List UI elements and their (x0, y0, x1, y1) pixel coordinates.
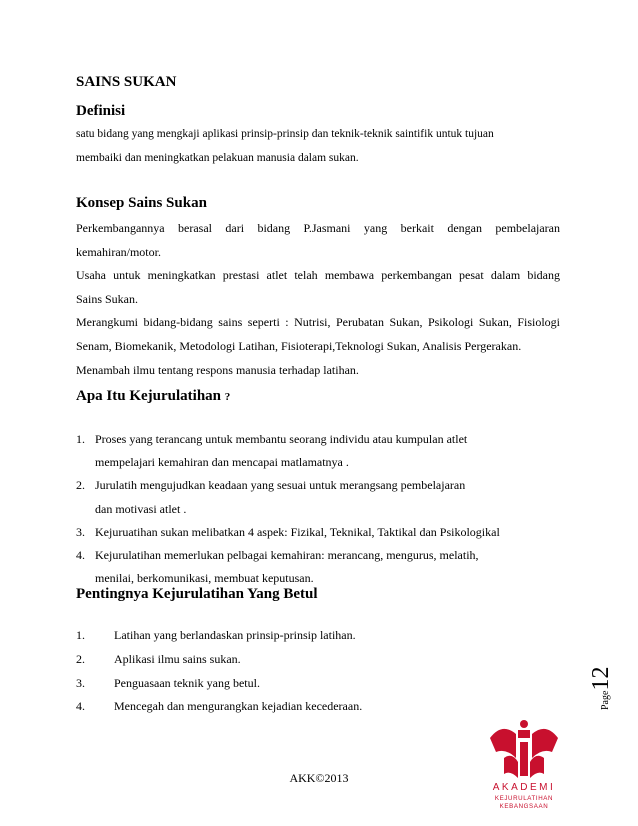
list-item-number: 3. (76, 524, 85, 539)
konsep-para-3-line-2: Senam, Biomekanik, Metodologi Latihan, Fisioterapi,Teknologi Sukan, Analisis Pergerakan. (76, 338, 522, 353)
list-item-line-2: mempelajari kemahiran dan mencapai matlamatnya . (95, 455, 349, 470)
list-item (76, 544, 566, 590)
list-item (76, 624, 566, 648)
list-item (76, 428, 566, 474)
konsep-heading: Konsep Sains Sukan (76, 195, 207, 211)
kejurulatihan-heading (76, 388, 230, 405)
kejurulatihan-list (76, 428, 566, 590)
page-number-label (588, 640, 628, 710)
list-item-text: Latihan yang berlandaskan prinsip-prinsip latihan. (114, 628, 356, 642)
page-word: Page (600, 690, 611, 710)
list-item (76, 521, 566, 544)
list-item-text: Penguasaan teknik yang betul. (114, 675, 260, 690)
list-item-number: 1. (76, 628, 85, 642)
kejurulatihan-heading-text: Apa Itu Kejurulatihan (76, 388, 222, 404)
list-item-number: 2. (76, 478, 85, 493)
definisi-line-1: satu bidang yang mengkaji aplikasi prinsip-prinsip dan teknik-teknik saintifik untuk tujuan (76, 128, 494, 140)
list-item-line-1: Jurulatih mengujudkan keadaan yang sesuai untuk merangsang pembelajaran (95, 478, 466, 493)
list-item (76, 695, 566, 719)
konsep-para-4-line-1: Menambah ilmu tentang respons manusia terhadap latihan. (76, 362, 359, 377)
konsep-para-1-line-1: Perkembangannya berasal dari bidang P.Jasmani yang berkait dengan pembelajaran (76, 221, 560, 235)
konsep-body (76, 217, 560, 382)
list-item-text: Aplikasi ilmu sains sukan. (114, 651, 241, 666)
list-item-number: 4. (76, 548, 85, 563)
pentingnya-heading: Pentingnya Kejurulatihan Yang Betul (76, 586, 318, 602)
list-item-number: 1. (76, 432, 85, 446)
list-item-line-1: Kejurulatihan memerlukan pelbagai kemahiran: merancang, mengurus, melatih, (95, 548, 479, 563)
logo-line-1: AKADEMI (492, 782, 556, 793)
pentingnya-list (76, 624, 566, 719)
list-item (76, 648, 566, 672)
logo-emblem-icon (490, 720, 558, 778)
list-item (76, 672, 566, 696)
footer-copyright: AKK©2013 (289, 771, 349, 785)
list-item-number: 4. (76, 699, 85, 714)
list-item (76, 474, 566, 520)
kejurulatihan-heading-suffix: ? (224, 391, 231, 403)
konsep-para-2-line-1: Usaha untuk meningkatkan prestasi atlet telah membawa perkembangan pesat dalam bidang (76, 268, 560, 283)
list-item-line-1: Kejuruatihan sukan melibatkan 4 aspek: Fizikal, Teknikal, Taktikal dan Psikologikal (95, 524, 500, 539)
list-item-line-2: menilai, berkomunikasi, membuat keputusan. (95, 571, 314, 586)
list-item-text: Mencegah dan mengurangkan kejadian kecederaan. (114, 699, 363, 714)
list-item-line-1: Proses yang terancang untuk membantu seorang individu atau kumpulan atlet (95, 432, 468, 446)
definisi-line-2: membaiki dan meningkatkan pelakuan manusia dalam sukan. (76, 152, 359, 164)
definisi-heading: Definisi (76, 103, 126, 119)
list-item-number: 2. (76, 651, 85, 666)
konsep-para-2-line-2: Sains Sukan. (76, 291, 139, 306)
logo-line-2: KEJURULATIHAN (494, 795, 554, 802)
logo-line-3: KEBANGSAAN (499, 803, 549, 810)
list-item-line-2: dan motivasi atlet . (95, 501, 187, 516)
akademi-logo (482, 718, 566, 812)
konsep-para-1-line-2: kemahiran/motor. (76, 244, 161, 259)
list-item-number: 3. (76, 675, 85, 690)
konsep-para-3-line-1: Merangkumi bidang-bidang sains seperti : Nutrisi, Perubatan Sukan, Psikologi Sukan, Fisiologi (76, 315, 560, 330)
page-title: SAINS SUKAN (76, 74, 177, 90)
page-number: 12 (588, 666, 614, 691)
